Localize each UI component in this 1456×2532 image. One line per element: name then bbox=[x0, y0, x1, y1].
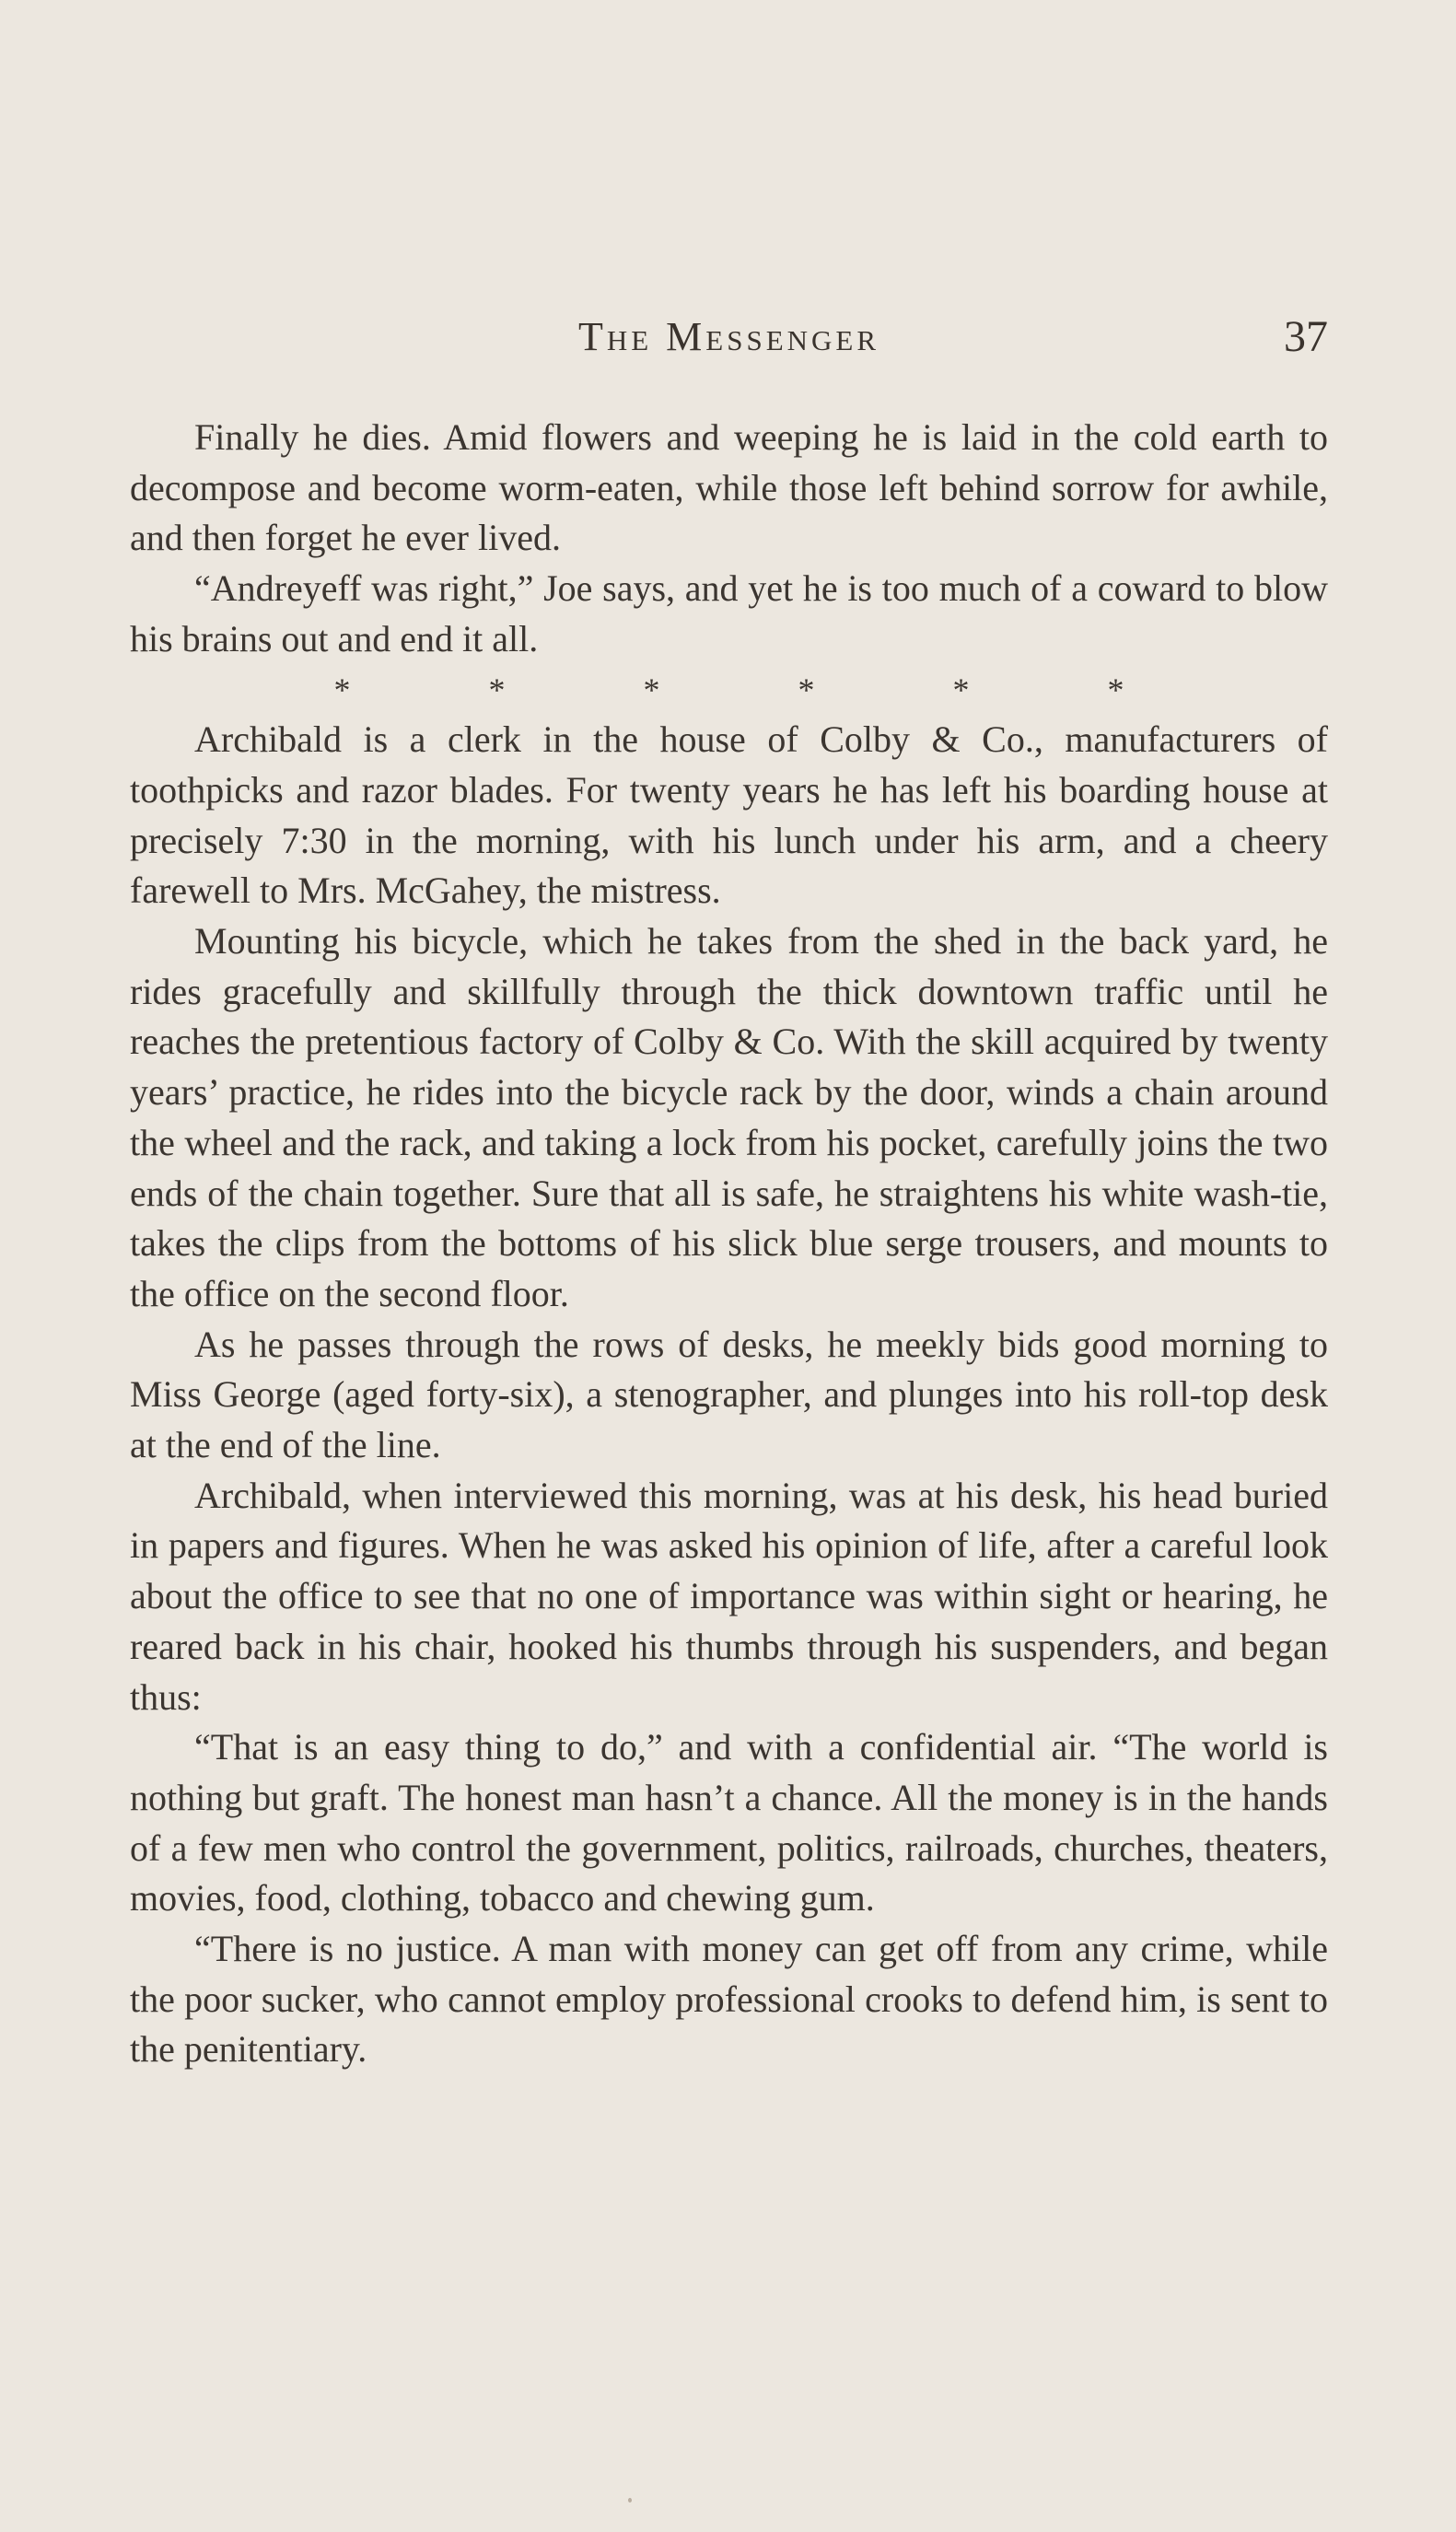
running-title: The Messenger bbox=[577, 314, 880, 359]
body-text bbox=[130, 413, 1328, 2075]
paper-speck bbox=[628, 2498, 632, 2503]
paragraph: “Andreyeff was right,” Joe says, and yet he is too much of a coward to blow his brains out and end it all. bbox=[130, 567, 1328, 659]
asterisk-glyph: * bbox=[798, 671, 815, 708]
paragraph: Archibald, when interviewed this morning, was at his desk, his head buried in papers and figures. When he was asked his opinion of life, after a careful look about the office to see that no one of importance was within sight or hearing, he reared back in his chair, hooked his thumbs through his suspenders, and began thus: bbox=[130, 1474, 1328, 1718]
paragraph: “That is an easy thing to do,” and with a confidential air. “The world is nothing but graft. The honest man hasn’t a chance. All the money is in the hands of a few men who control the government, politics, railroads, churches, theaters, movies, food, clothing, tobacco and chewing gum. bbox=[130, 1726, 1328, 1919]
paragraph: Finally he dies. Amid flowers and weeping he is laid in the cold earth to decompose and become worm-eaten, while those left behind sorrow for awhile, and then forget he ever lived. bbox=[130, 416, 1328, 559]
page-number: 37 bbox=[1284, 312, 1328, 361]
asterisk-glyph: * bbox=[333, 671, 351, 708]
asterisk-glyph: * bbox=[952, 671, 970, 708]
asterisk-glyph: * bbox=[488, 671, 506, 708]
paragraph: Archibald is a clerk in the house of Colby & Co., manufacturers of toothpicks and razor blades. For twenty years he has left his boarding house at precisely 7:30 in the morning, with his lunch under his arm, and a cheery farewell to Mrs. McGahey, the mistress. bbox=[130, 718, 1328, 912]
asterisk-glyph: * bbox=[1107, 671, 1124, 708]
asterisk-glyph: * bbox=[643, 671, 660, 708]
section-break bbox=[324, 665, 1135, 716]
paragraph: As he passes through the rows of desks, he meekly bids good morning to Miss George (aged forty-six), a stenographer, and plunges into his roll-top desk at the end of the line. bbox=[130, 1323, 1328, 1466]
running-head bbox=[130, 309, 1328, 365]
paragraph: Mounting his bicycle, which he takes from the shed in the back yard, he rides gracefully and skillfully through the thick downtown traffic until he reaches the pretentious factory of Colby & Co. With the skill acquired by twenty years’ practice, he rides into the bicycle rack by the door, winds a chain around the wheel and the rack, and taking a lock from his pocket, carefully joins the two ends of the chain together. Sure that all is safe, he straightens his white wash-tie, takes the clips from the bottoms of his slick blue serge trousers, and mounts to the office on the second floor. bbox=[130, 920, 1328, 1314]
paragraph: “There is no justice. A man with money can get off from any crime, while the poor sucker, who cannot employ professional crooks to defend him, is sent to the penitentiary. bbox=[130, 1928, 1328, 2071]
